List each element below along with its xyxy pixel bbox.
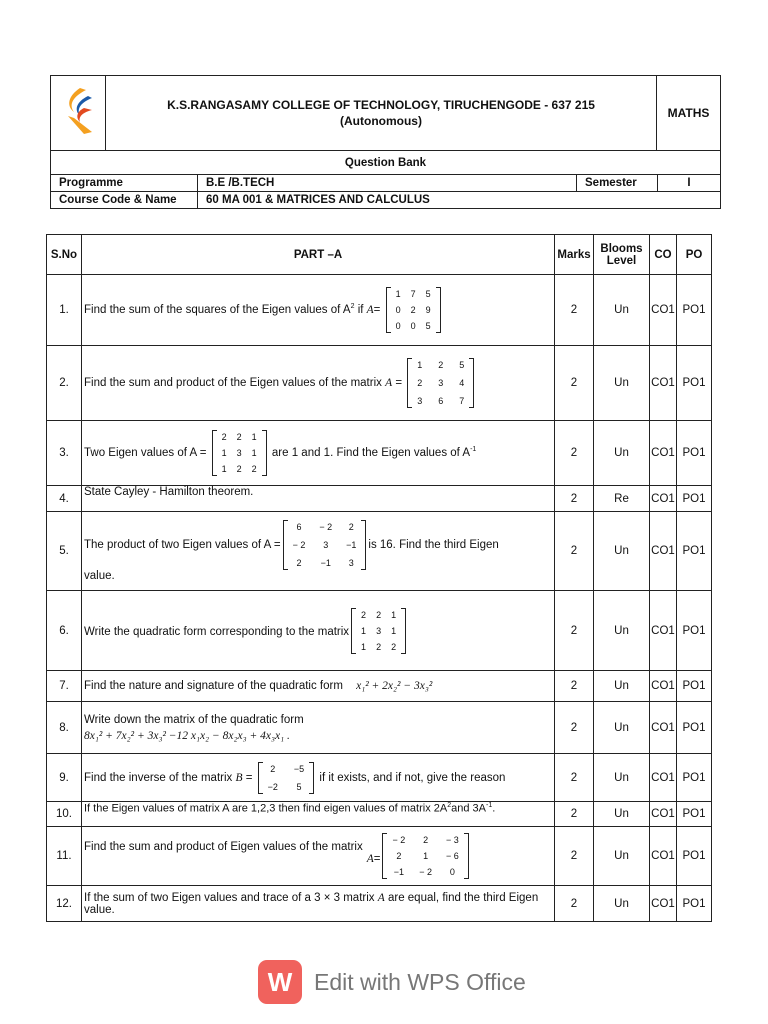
question-text xyxy=(82,591,555,671)
matrix-cell: 2 xyxy=(376,609,382,620)
course-info-table xyxy=(50,150,721,209)
question-text xyxy=(82,702,555,754)
marks: 2 xyxy=(555,512,594,591)
table-row xyxy=(47,671,712,702)
matrix-symbol: A xyxy=(366,304,374,317)
matrix-cell: −1 xyxy=(346,540,357,550)
blooms-level: Un xyxy=(594,702,650,754)
question-body: Find the sum of the squares of the Eigen values of A xyxy=(84,304,351,317)
question-body: Find the nature and signature of the quadratic form xyxy=(84,680,343,692)
question-body: Find the sum and product of the Eigen values of the matrix xyxy=(84,377,382,390)
question-number: 10. xyxy=(47,802,82,827)
question-body: The product of two Eigen values of A = xyxy=(84,539,281,551)
co: CO1 xyxy=(650,275,677,346)
question-body: Find the inverse of the matrix xyxy=(84,771,233,784)
col-sno: S.No xyxy=(47,235,82,275)
matrix-cell: 6 xyxy=(296,522,302,532)
co: CO1 xyxy=(650,346,677,421)
table-row xyxy=(47,346,712,421)
matrix-cell: −5 xyxy=(293,763,305,774)
matrix-cell: − 2 xyxy=(292,540,306,550)
matrix-cell: 1 xyxy=(251,432,257,442)
matrix-cell: 3 xyxy=(236,448,242,458)
blooms-level: Un xyxy=(594,886,650,922)
po: PO1 xyxy=(677,671,712,702)
marks: 2 xyxy=(555,275,594,346)
matrix-cell: 1 xyxy=(221,464,227,474)
matrix xyxy=(407,358,474,408)
questions-table xyxy=(46,234,712,922)
matrix xyxy=(283,520,367,570)
college-name: K.S.RANGASAMY COLLEGE OF TECHNOLOGY, TIRUCHENGODE - 637 215 xyxy=(167,98,595,112)
question-number: 5. xyxy=(47,512,82,591)
matrix-cell: 1 xyxy=(417,360,423,370)
autonomous-label: (Autonomous) xyxy=(340,114,422,128)
matrix-cell: 2 xyxy=(410,305,416,315)
matrix-cell: 3 xyxy=(348,558,354,568)
matrix-cell: − 2 xyxy=(319,522,333,532)
matrix-cell: 2 xyxy=(348,522,354,532)
table-row xyxy=(47,486,712,512)
po: PO1 xyxy=(677,802,712,827)
question-body: If the Eigen values of matrix A are 1,2,3 then find eigen values of matrix 2A xyxy=(84,802,448,815)
co: CO1 xyxy=(650,671,677,702)
question-number: 8. xyxy=(47,702,82,754)
table-row xyxy=(47,591,712,671)
table-row xyxy=(47,421,712,486)
matrix xyxy=(212,430,267,476)
matrix-cell: 3 xyxy=(376,625,382,636)
matrix-cell: 0 xyxy=(395,305,401,315)
matrix-cell: 1 xyxy=(391,625,397,636)
college-logo xyxy=(51,76,106,151)
question-body-continued: is 16. Find the third Eigen xyxy=(368,539,499,551)
question-body-continued: are 1 and 1. Find the Eigen values of A xyxy=(271,447,471,460)
matrix-cell: 5 xyxy=(296,781,302,792)
po: PO1 xyxy=(677,512,712,591)
blooms-level: Un xyxy=(594,671,650,702)
matrix xyxy=(351,608,406,654)
matrix-cell: −1 xyxy=(320,558,331,568)
question-body: Write the quadratic form corresponding to the matrix xyxy=(84,625,350,638)
equals-sign: = xyxy=(245,771,253,784)
question-text xyxy=(82,346,555,421)
po: PO1 xyxy=(677,421,712,486)
blooms-level: Re xyxy=(594,486,650,512)
quadratic-expression: 8x₁² + 7x₂² + 3x₃² −12 x₁x₂ − 8x₂x₃ + 4x₃x₁ . xyxy=(84,729,290,742)
table-row xyxy=(47,275,712,346)
matrix-cell: 6 xyxy=(438,396,444,406)
matrix-cell: 2 xyxy=(376,641,382,652)
question-number: 3. xyxy=(47,421,82,486)
table-row xyxy=(47,754,712,802)
superscript: 2 xyxy=(350,303,355,311)
marks: 2 xyxy=(555,421,594,486)
matrix-cell: 1 xyxy=(361,641,367,652)
matrix-cell: − 3 xyxy=(446,835,459,845)
matrix-cell: 2 xyxy=(391,641,397,652)
po: PO1 xyxy=(677,591,712,671)
wps-logo-icon: W xyxy=(258,960,302,1004)
question-bank-title: Question Bank xyxy=(51,151,721,175)
matrix-cell: 5 xyxy=(459,360,465,370)
question-number: 9. xyxy=(47,754,82,802)
marks: 2 xyxy=(555,346,594,421)
period: . xyxy=(492,802,496,815)
marks: 2 xyxy=(555,754,594,802)
matrix-cell: 1 xyxy=(423,851,429,861)
col-blooms: Blooms Level xyxy=(594,235,650,275)
matrix-cell: 0 xyxy=(395,321,401,331)
blooms-level: Un xyxy=(594,275,650,346)
matrix-cell: 1 xyxy=(395,289,401,299)
question-text xyxy=(82,754,555,802)
matrix-cell: 3 xyxy=(417,396,423,406)
question-number: 1. xyxy=(47,275,82,346)
table-row xyxy=(47,827,712,886)
wps-label: Edit with WPS Office xyxy=(314,968,526,995)
blooms-level: Un xyxy=(594,346,650,421)
co: CO1 xyxy=(650,802,677,827)
edit-with-wps-button[interactable] xyxy=(258,960,526,1004)
matrix-cell: 3 xyxy=(323,540,329,550)
matrix-cell: −1 xyxy=(393,867,404,877)
question-text xyxy=(82,827,555,886)
co: CO1 xyxy=(650,421,677,486)
table-row xyxy=(47,802,712,827)
matrix-cell: 1 xyxy=(221,448,227,458)
course-value: 60 MA 001 & MATRICES AND CALCULUS xyxy=(198,192,721,209)
table-row xyxy=(47,512,712,591)
question-body-wrap: value. xyxy=(84,570,115,582)
matrix-cell: 0 xyxy=(449,867,455,877)
question-body: Two Eigen values of A = xyxy=(84,447,207,460)
matrix-cell: 2 xyxy=(396,851,402,861)
matrix-cell: 2 xyxy=(236,432,242,442)
col-marks: Marks xyxy=(555,235,594,275)
marks: 2 xyxy=(555,827,594,886)
question-number: 2. xyxy=(47,346,82,421)
matrix xyxy=(382,833,468,879)
matrix-cell: 3 xyxy=(438,378,444,388)
question-text xyxy=(82,421,555,486)
marks: 2 xyxy=(555,591,594,671)
question-text xyxy=(82,671,555,702)
matrix-symbol: B xyxy=(235,771,243,784)
college-title xyxy=(106,76,657,151)
question-body: Write down the matrix of the quadratic form xyxy=(84,713,304,726)
co: CO1 xyxy=(650,754,677,802)
question-number: 6. xyxy=(47,591,82,671)
co: CO1 xyxy=(650,591,677,671)
matrix-cell: 9 xyxy=(425,305,431,315)
marks: 2 xyxy=(555,802,594,827)
po: PO1 xyxy=(677,486,712,512)
blooms-level: Un xyxy=(594,591,650,671)
equals-sign: = xyxy=(373,304,381,317)
if-word: if xyxy=(357,304,364,317)
question-text xyxy=(82,886,555,922)
marks: 2 xyxy=(555,671,594,702)
matrix-symbol: A xyxy=(366,853,374,865)
co: CO1 xyxy=(650,886,677,922)
flame-logo-icon xyxy=(58,82,98,142)
superscript: 2 xyxy=(447,802,452,809)
blooms-level: Un xyxy=(594,827,650,886)
question-body-continued: are equal, find the third Eigen value. xyxy=(84,891,539,916)
marks: 2 xyxy=(555,702,594,754)
question-text xyxy=(82,512,555,591)
semester-value: I xyxy=(658,175,721,192)
matrix-cell: 2 xyxy=(251,464,257,474)
matrix-cell: 5 xyxy=(425,289,431,299)
matrix-cell: 7 xyxy=(410,289,416,299)
subject-label: MATHS xyxy=(657,76,721,151)
matrix-cell: 0 xyxy=(410,321,416,331)
matrix-cell: 1 xyxy=(361,625,367,636)
question-body: If the sum of two Eigen values and trace of a 3 × 3 matrix xyxy=(84,891,375,904)
marks: 2 xyxy=(555,886,594,922)
superscript: -1 xyxy=(470,446,477,454)
equals-sign: = xyxy=(395,377,403,390)
col-co: CO xyxy=(650,235,677,275)
matrix-cell: 2 xyxy=(221,432,227,442)
matrix-cell: − 6 xyxy=(446,851,459,861)
question-body-continued: if it exists, and if not, give the reason xyxy=(319,771,506,784)
question-text xyxy=(82,802,555,827)
col-part-a: PART –A xyxy=(82,235,555,275)
marks: 2 xyxy=(555,486,594,512)
matrix-cell: 2 xyxy=(296,558,302,568)
matrix-cell: 2 xyxy=(438,360,444,370)
equals-sign: = xyxy=(373,853,381,865)
matrix-cell: 1 xyxy=(251,448,257,458)
matrix xyxy=(258,762,315,794)
semester-label: Semester xyxy=(577,175,658,192)
question-number: 11. xyxy=(47,827,82,886)
matrix-cell: 4 xyxy=(459,378,465,388)
header-table xyxy=(50,75,721,151)
matrix-cell: 1 xyxy=(391,609,397,620)
table-header-row xyxy=(47,235,712,275)
co: CO1 xyxy=(650,486,677,512)
blooms-level: Un xyxy=(594,802,650,827)
matrix-cell: 2 xyxy=(423,835,429,845)
matrix-cell: 7 xyxy=(459,396,465,406)
programme-value: B.E /B.TECH xyxy=(198,175,577,192)
question-number: 7. xyxy=(47,671,82,702)
question-body-continued: and 3A xyxy=(451,802,486,815)
co: CO1 xyxy=(650,512,677,591)
matrix-cell: 5 xyxy=(425,321,431,331)
table-row xyxy=(47,886,712,922)
matrix-cell: − 2 xyxy=(392,835,406,845)
blooms-level: Un xyxy=(594,754,650,802)
matrix-cell: −2 xyxy=(267,781,278,792)
matrix-cell: 2 xyxy=(361,609,367,620)
matrix-cell: − 2 xyxy=(419,867,432,877)
col-po: PO xyxy=(677,235,712,275)
po: PO1 xyxy=(677,346,712,421)
co: CO1 xyxy=(650,827,677,886)
blooms-level: Un xyxy=(594,421,650,486)
po: PO1 xyxy=(677,886,712,922)
matrix-cell: 2 xyxy=(236,464,242,474)
course-label: Course Code & Name xyxy=(51,192,198,209)
matrix-cell: 2 xyxy=(417,378,423,388)
matrix-symbol: A xyxy=(385,377,393,390)
question-body: Find the sum and product of Eigen values of the matrix xyxy=(84,841,363,853)
question-number: 12. xyxy=(47,886,82,922)
po: PO1 xyxy=(677,702,712,754)
po: PO1 xyxy=(677,275,712,346)
blooms-level: Un xyxy=(594,512,650,591)
superscript: -1 xyxy=(486,802,493,809)
po: PO1 xyxy=(677,754,712,802)
question-text: State Cayley - Hamilton theorem. xyxy=(82,486,555,512)
table-row xyxy=(47,702,712,754)
quadratic-expression: x₁² + 2x₂² − 3x₃² xyxy=(356,680,433,692)
matrix-symbol: A xyxy=(377,891,385,904)
question-number: 4. xyxy=(47,486,82,512)
matrix xyxy=(386,287,441,333)
programme-label: Programme xyxy=(51,175,198,192)
question-text xyxy=(82,275,555,346)
co: CO1 xyxy=(650,702,677,754)
po: PO1 xyxy=(677,827,712,886)
matrix-cell: 2 xyxy=(270,763,276,774)
